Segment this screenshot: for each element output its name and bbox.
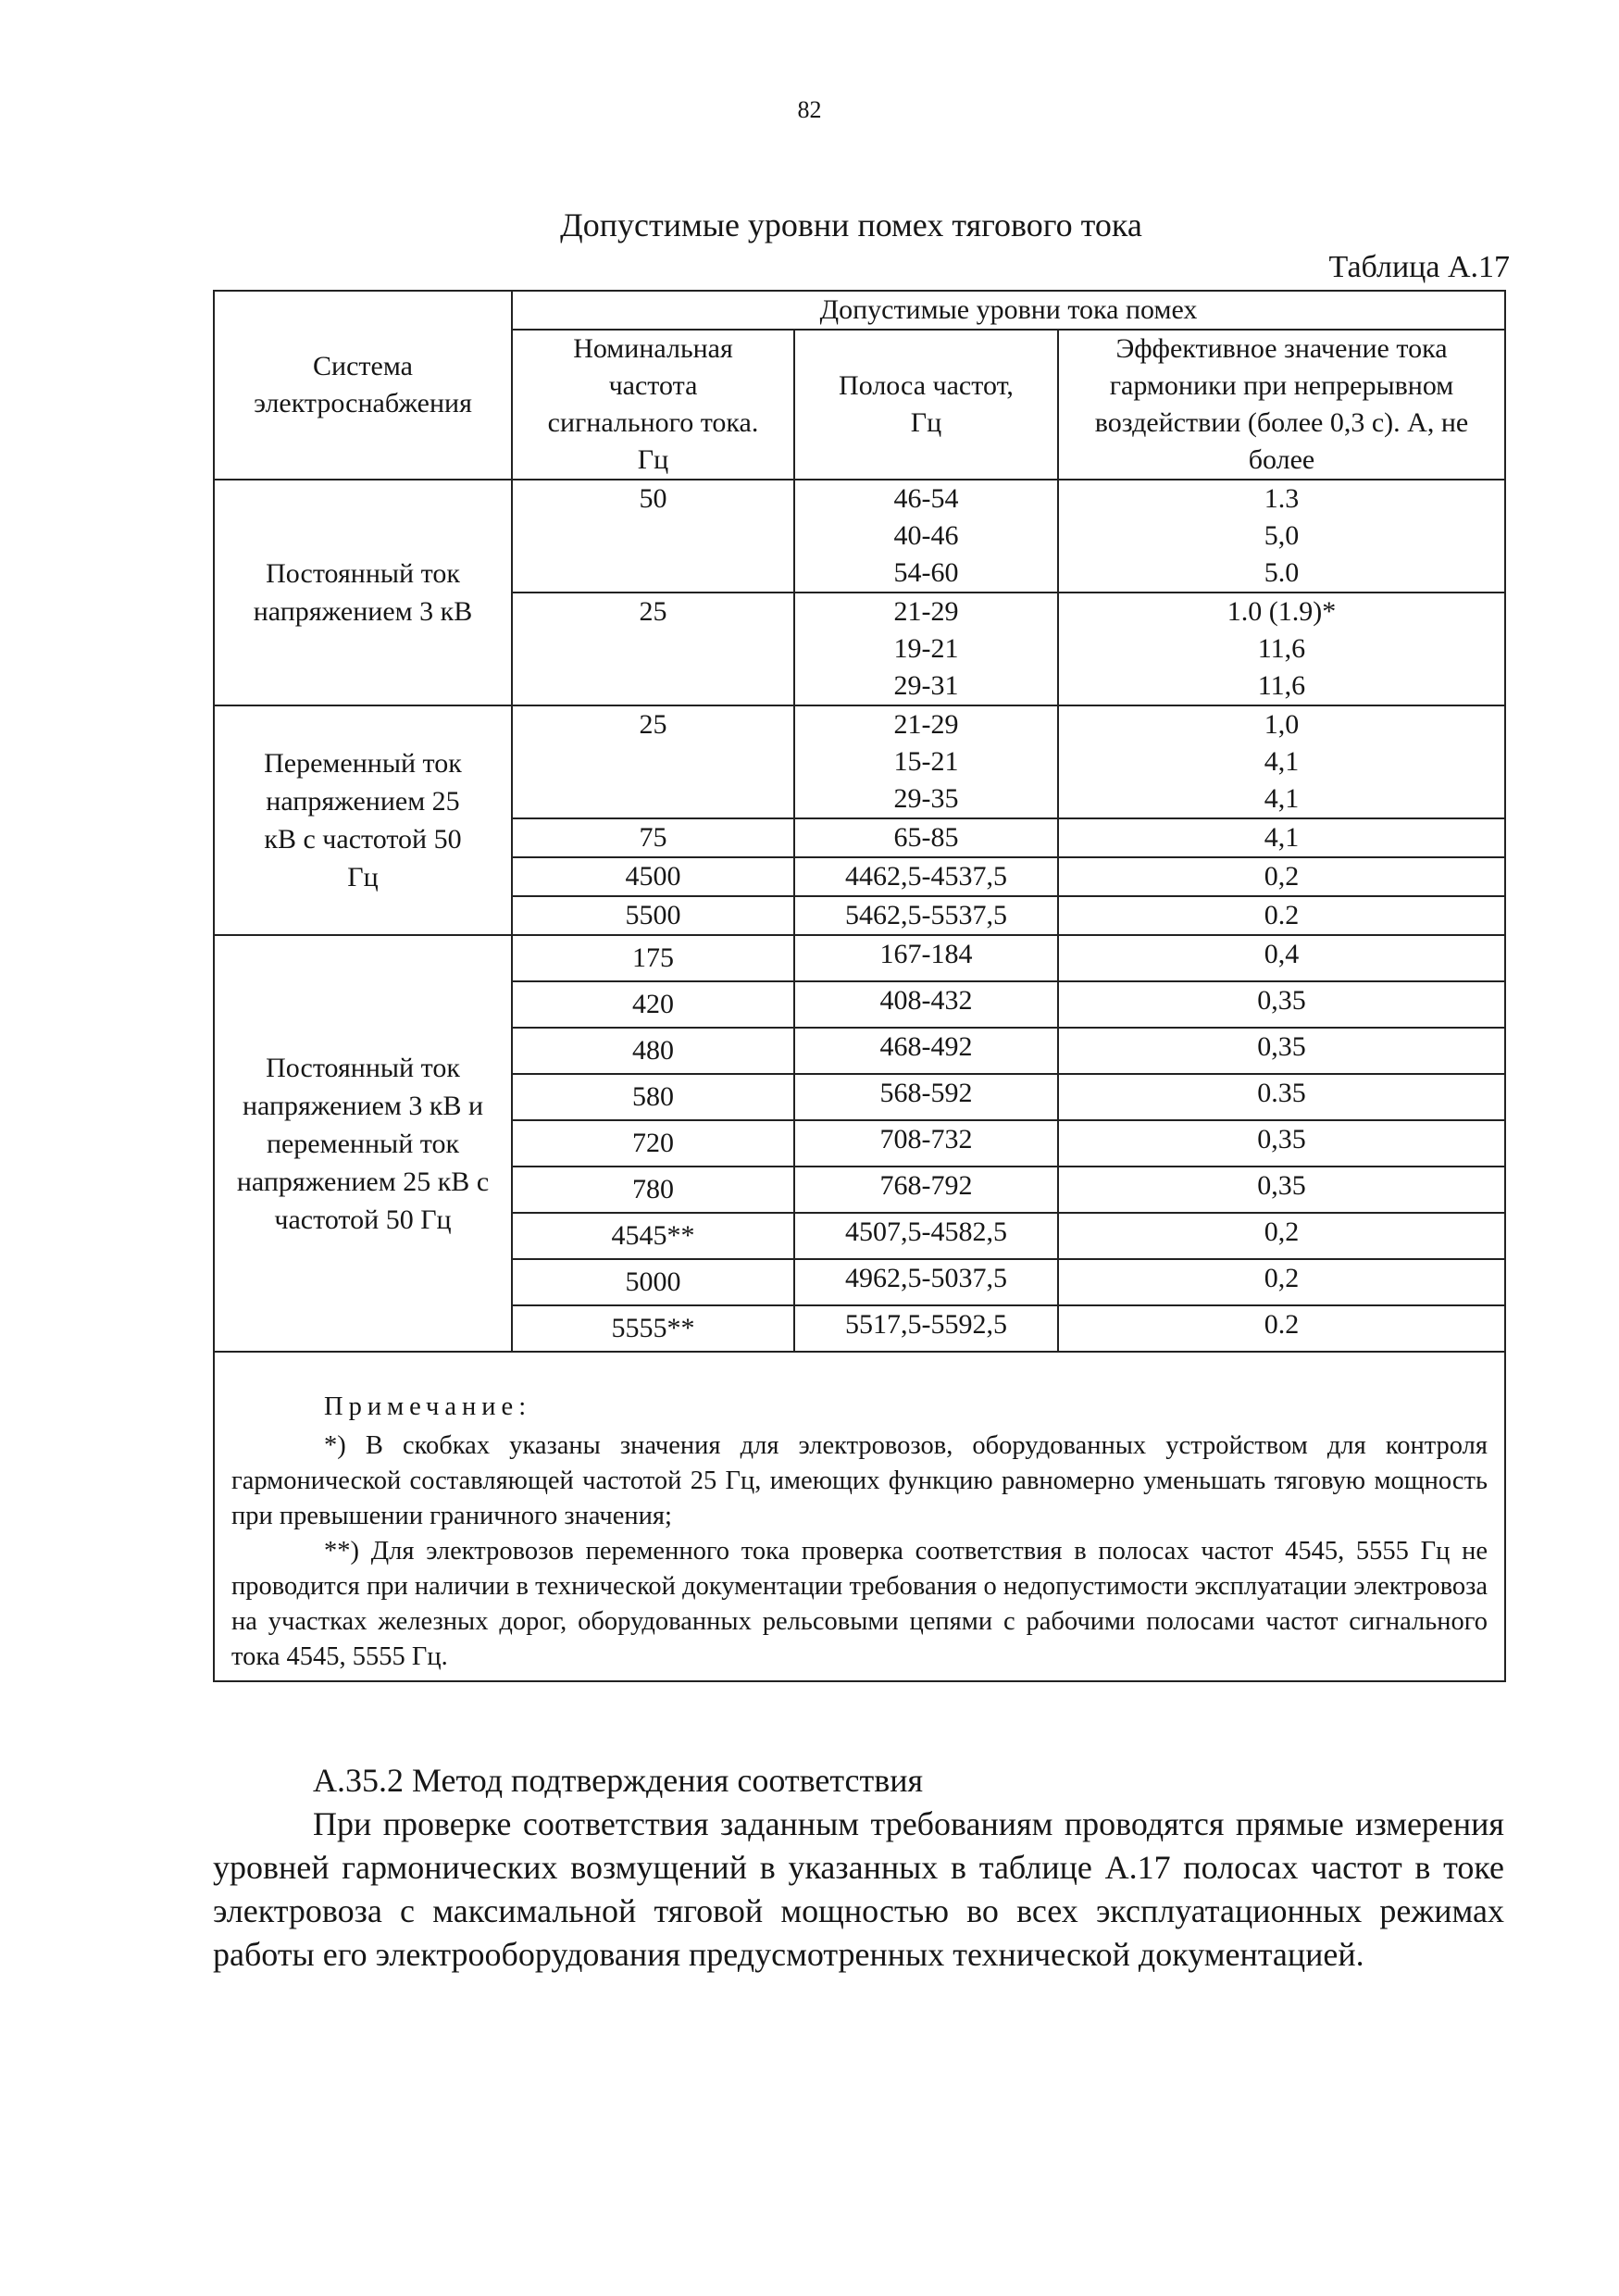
frequency-band-value: 21-29 <box>893 596 959 627</box>
effective-value: 0,35 <box>1257 985 1306 1016</box>
nominal-frequency-cell: 25 <box>512 705 794 818</box>
frequency-band-value: 29-35 <box>893 783 959 814</box>
frequency-band-cell <box>794 1074 1058 1120</box>
table-row <box>214 705 1505 818</box>
frequency-band-value: 708-732 <box>879 1124 973 1154</box>
nominal-frequency-cell: 5000 <box>512 1259 794 1305</box>
effective-value: 11,6 <box>1257 633 1306 664</box>
effective-value: 0,2 <box>1264 1263 1300 1293</box>
section-a-35-2 <box>213 1759 1504 1977</box>
effective-value: 1.3 <box>1264 483 1300 514</box>
effective-value: 4,1 <box>1264 746 1300 777</box>
section-heading: А.35.2 Метод подтверждения соответствия <box>313 1762 924 1799</box>
effective-value-cell <box>1058 1305 1505 1352</box>
table-label: Таблица А.17 <box>1328 250 1510 284</box>
frequency-band-value: 15-21 <box>893 746 959 777</box>
frequency-band-value: 40-46 <box>893 520 959 551</box>
nominal-frequency-cell: 720 <box>512 1120 794 1167</box>
effective-value-cell <box>1058 593 1505 705</box>
effective-value-cell <box>1058 1074 1505 1120</box>
effective-value-cell <box>1058 1028 1505 1074</box>
note-item-1: *) В скобках указаны значения для электровозов, оборудованных устройством для контроля гармонической составляющей частотой 25 Гц, имеющих функцию равномерно уменьшать тяговую мощность при превышении граничного значения; <box>231 1431 1488 1530</box>
effective-value-cell <box>1058 857 1505 896</box>
table-note <box>214 1352 1505 1681</box>
nominal-frequency-cell: 175 <box>512 935 794 981</box>
frequency-band-value: 65-85 <box>893 822 959 853</box>
nominal-frequency-cell: 4500 <box>512 857 794 896</box>
frequency-band-cell <box>794 935 1058 981</box>
effective-value: 4,1 <box>1264 783 1300 814</box>
frequency-band-cell <box>794 1259 1058 1305</box>
frequency-band-cell <box>794 705 1058 818</box>
note-title: Примечание: <box>324 1392 532 1421</box>
effective-value-cell <box>1058 981 1505 1028</box>
effective-value: 0.35 <box>1257 1078 1306 1108</box>
effective-value: 5,0 <box>1264 520 1300 551</box>
frequency-band-value: 167-184 <box>879 939 973 969</box>
nominal-frequency-cell: 75 <box>512 818 794 857</box>
effective-value-cell <box>1058 1120 1505 1167</box>
effective-value-cell <box>1058 1213 1505 1259</box>
frequency-band-value: 468-492 <box>879 1031 973 1062</box>
table-row <box>214 480 1505 593</box>
frequency-band-value: 46-54 <box>893 483 959 514</box>
frequency-band-value: 768-792 <box>879 1170 973 1201</box>
nominal-frequency-cell: 780 <box>512 1167 794 1213</box>
nominal-frequency-cell: 25 <box>512 593 794 705</box>
nominal-frequency-cell: 4545** <box>512 1213 794 1259</box>
frequency-band-cell <box>794 1167 1058 1213</box>
section-paragraph: При проверке соответствия заданным требованиям проводятся прямые измерения уровней гармонических возмущений в указанных в таблице А.17 полосах частот в токе электровоза с максимальной тяговой мощностью во всех эксплуатационных режимах работы его электрооборудования предусмотренных технической документацией. <box>213 1805 1504 1973</box>
header-effective-value: Эффективное значение тока гармоники при непрерывном воздействии (более 0,3 с). А, не более <box>1058 330 1505 480</box>
page-number: 82 <box>797 96 822 123</box>
effective-value: 0,2 <box>1264 861 1300 892</box>
note-row <box>214 1352 1505 1681</box>
effective-value: 1,0 <box>1264 709 1300 740</box>
effective-value-cell <box>1058 1167 1505 1213</box>
header-frequency-band: Полоса частот, Гц <box>794 330 1058 480</box>
frequency-band-value: 5462,5-5537,5 <box>845 900 1007 930</box>
frequency-band-cell <box>794 896 1058 935</box>
system-cell: Переменный ток напряжением 25 кВ с частотой 50 Гц <box>214 705 512 935</box>
frequency-band-cell <box>794 857 1058 896</box>
nominal-frequency-cell: 580 <box>512 1074 794 1120</box>
frequency-band-cell <box>794 1028 1058 1074</box>
header-row-group <box>214 291 1505 330</box>
frequency-band-value: 568-592 <box>879 1078 973 1108</box>
effective-value: 0,2 <box>1264 1217 1300 1247</box>
frequency-band-value: 21-29 <box>893 709 959 740</box>
effective-value: 0,4 <box>1264 939 1300 969</box>
effective-value: 1.0 (1.9)* <box>1227 596 1337 627</box>
nominal-frequency-cell: 420 <box>512 981 794 1028</box>
effective-value-cell <box>1058 935 1505 981</box>
nominal-frequency-cell: 5555** <box>512 1305 794 1352</box>
effective-value: 0,35 <box>1257 1124 1306 1154</box>
frequency-band-value: 4962,5-5037,5 <box>845 1263 1007 1293</box>
header-nominal-frequency: Номинальная частота сигнального тока. Гц <box>512 330 794 480</box>
effective-value: 5.0 <box>1264 557 1300 588</box>
effective-value-cell <box>1058 818 1505 857</box>
nominal-frequency-cell: 5500 <box>512 896 794 935</box>
frequency-band-value: 4507,5-4582,5 <box>845 1217 1007 1247</box>
frequency-band-cell <box>794 1213 1058 1259</box>
effective-value: 0,35 <box>1257 1031 1306 1062</box>
frequency-band-cell <box>794 981 1058 1028</box>
nominal-frequency-cell: 50 <box>512 480 794 593</box>
frequency-band-cell <box>794 480 1058 593</box>
effective-value: 4,1 <box>1264 822 1300 853</box>
frequency-band-cell <box>794 593 1058 705</box>
frequency-band-cell <box>794 1120 1058 1167</box>
frequency-band-value: 408-432 <box>879 985 973 1016</box>
frequency-band-value: 5517,5-5592,5 <box>845 1309 1007 1340</box>
frequency-band-value: 29-31 <box>893 670 959 701</box>
frequency-band-cell <box>794 1305 1058 1352</box>
effective-value-cell <box>1058 705 1505 818</box>
frequency-band-value: 54-60 <box>893 557 959 588</box>
note-item-2: **) Для электровозов переменного тока проверка соответствия в полосах частот 4545, 5555 Гц не проводится при наличии в технической документации требования о недопустимости эксплуатации электровоза на участках железных дорог, оборудованных рельсовыми цепями с рабочими полосами частот сигнального тока 4545, 5555 Гц. <box>231 1537 1488 1671</box>
system-cell: Постоянный ток напряжением 3 кВ и переменный ток напряжением 25 кВ с частотой 50 Гц <box>214 935 512 1352</box>
system-cell: Постоянный ток напряжением 3 кВ <box>214 480 512 705</box>
effective-value: 11,6 <box>1257 670 1306 701</box>
table-title: Допустимые уровни помех тягового тока <box>560 206 1142 243</box>
effective-value: 0.2 <box>1264 1309 1300 1340</box>
effective-value: 0,35 <box>1257 1170 1306 1201</box>
header-system: Система электроснабжения <box>214 291 512 480</box>
table-row <box>214 935 1505 981</box>
effective-value: 0.2 <box>1264 900 1300 930</box>
nominal-frequency-cell: 480 <box>512 1028 794 1074</box>
effective-value-cell <box>1058 896 1505 935</box>
header-group: Допустимые уровни тока помех <box>512 291 1505 330</box>
effective-value-cell <box>1058 1259 1505 1305</box>
frequency-band-value: 19-21 <box>893 633 959 664</box>
limits-table <box>213 290 1506 1682</box>
frequency-band-cell <box>794 818 1058 857</box>
effective-value-cell <box>1058 480 1505 593</box>
frequency-band-value: 4462,5-4537,5 <box>845 861 1007 892</box>
